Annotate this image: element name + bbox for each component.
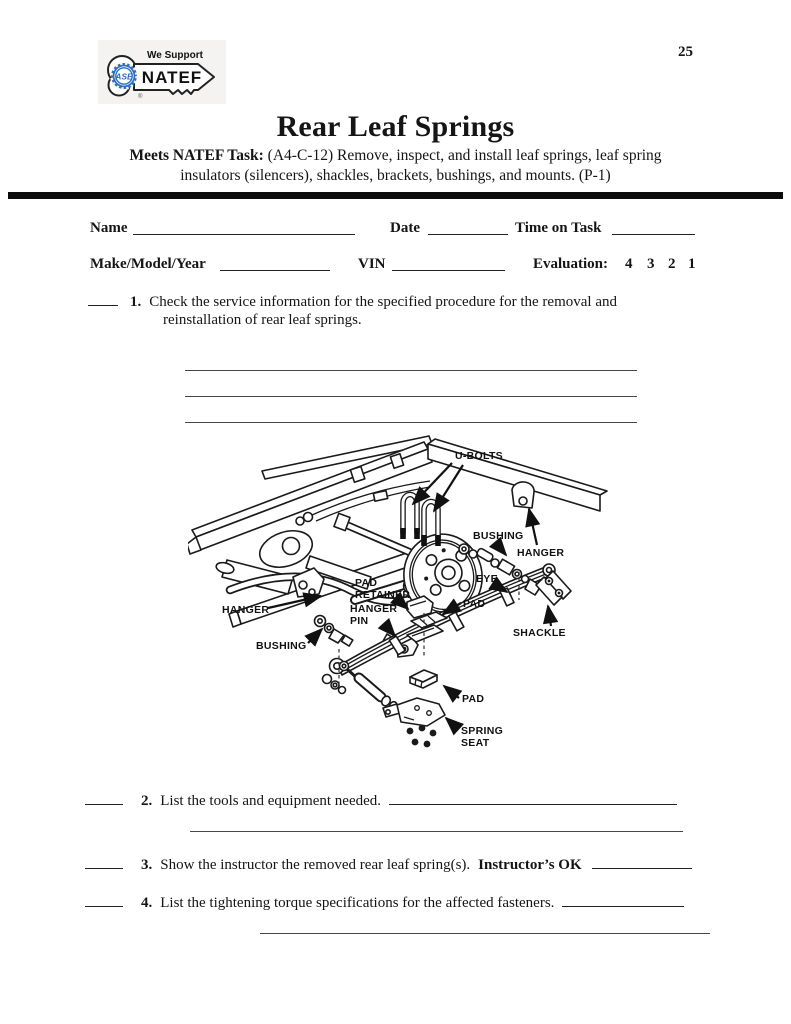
label-hanger-pin-1: HANGER <box>350 603 398 615</box>
evaluation-option-2: 2 <box>668 256 676 272</box>
vin-label: VIN <box>358 256 386 272</box>
task-statement-line1 <box>0 147 791 165</box>
answer-line-2 <box>185 395 637 397</box>
spring-seat-part <box>383 698 445 747</box>
label-hanger-left: HANGER <box>222 604 270 616</box>
lower-pad-part <box>410 670 437 688</box>
form-row-vehicle <box>0 256 791 276</box>
label-shackle: SHACKLE <box>513 627 566 639</box>
task-text-line1: (A4-C-12) Remove, inspect, and install leaf springs, leaf spring <box>267 147 662 164</box>
task-item-1 <box>88 293 771 311</box>
task-4-number: 4. <box>141 895 153 911</box>
vin-field-line <box>392 256 505 271</box>
evaluation-label: Evaluation: <box>533 256 609 272</box>
label-bushing-right: BUSHING <box>473 530 524 542</box>
form-row-identity <box>0 220 791 240</box>
label-spring-seat-1: SPRING <box>461 725 504 737</box>
logo-tagline: We Support <box>147 50 203 61</box>
task-2-check-line <box>85 792 123 805</box>
label-eye: EYE <box>476 573 498 585</box>
label-pad-mid: PAD <box>463 598 486 610</box>
task-3-number: 3. <box>141 857 153 873</box>
evaluation-option-1: 1 <box>688 256 696 272</box>
task-4-answer-line <box>562 894 684 907</box>
task-4-text: List the tightening torque specifications for the affected fasteners. <box>160 895 555 911</box>
name-label: Name <box>90 220 128 236</box>
name-field-line <box>133 220 355 235</box>
answer-line-1 <box>185 369 637 371</box>
page-title: Rear Leaf Springs <box>276 110 515 143</box>
task-4-check-line <box>85 894 123 907</box>
task-1-text-line2: reinstallation of rear leaf springs. <box>163 312 362 328</box>
header-divider <box>8 192 783 199</box>
evaluation-option-3: 3 <box>647 256 655 272</box>
answer-line-3 <box>185 421 637 423</box>
evaluation-option-4: 4 <box>625 256 633 272</box>
task-item-2 <box>85 792 771 810</box>
label-spring-seat-2: SEAT <box>461 737 490 749</box>
ase-emblem-text: ASE <box>115 71 133 82</box>
task-3-check-line <box>85 856 123 869</box>
label-hanger-pin-2: PIN <box>350 615 369 627</box>
label-bushing-left: BUSHING <box>256 640 307 652</box>
rear-leaf-spring-diagram <box>188 428 612 776</box>
label-pad-retainer-2: RETAINER <box>355 589 411 601</box>
label-u-bolts: U-BOLTS <box>455 450 503 462</box>
registered-mark: ® <box>138 94 143 100</box>
time-on-task-label: Time on Task <box>515 220 602 236</box>
task-label: Meets NATEF Task: <box>129 147 264 164</box>
task-2-text: List the tools and equipment needed. <box>160 793 382 809</box>
time-on-task-field-line <box>612 220 695 235</box>
task-1-number: 1. <box>130 294 142 310</box>
label-pad-lower: PAD <box>462 693 485 705</box>
task-item-4 <box>85 894 771 912</box>
page-number: 25 <box>678 44 693 60</box>
date-field-line <box>428 220 508 235</box>
label-pad-retainer-1: PAD <box>355 577 378 589</box>
natef-ase-logo <box>98 40 226 104</box>
date-label: Date <box>390 220 420 236</box>
instructor-ok-label: Instructor’s OK <box>478 857 582 873</box>
task-2-answer-line-2 <box>190 830 683 832</box>
task-1-text-line1: Check the service information for the specified procedure for the removal and <box>149 294 617 310</box>
logo-org-name: NATEF <box>141 68 203 87</box>
task-3-text: Show the instructor the removed rear leaf spring(s). <box>160 857 471 873</box>
task-2-answer-line <box>389 792 677 805</box>
make-model-year-field-line <box>220 256 330 271</box>
task-4-answer-line-2 <box>260 932 710 934</box>
label-hanger-right: HANGER <box>517 547 565 559</box>
make-model-year-label: Make/Model/Year <box>90 256 206 272</box>
task-statement-line2: insulators (silencers), shackles, brackets, bushings, and mounts. (P-1) <box>180 167 611 184</box>
instructor-ok-line <box>592 856 692 869</box>
task-item-3 <box>85 856 771 874</box>
task-1-check-line <box>88 293 118 306</box>
task-2-number: 2. <box>141 793 153 809</box>
